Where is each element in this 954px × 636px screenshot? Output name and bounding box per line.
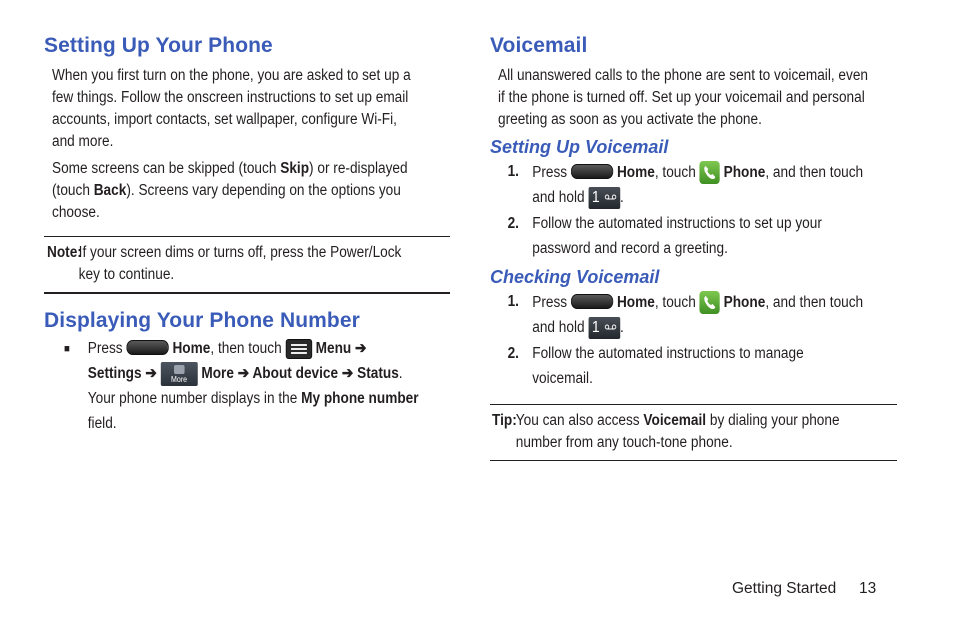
- home-key-icon: [571, 294, 613, 309]
- step-line: password and record a greeting.: [532, 240, 728, 257]
- tip-line: You can also access Voicemail by dialing your phone: [515, 412, 840, 429]
- step-line: Press Home, touch Phone, and then touch: [532, 160, 863, 185]
- heading-checking-voicemail: Checking Voicemail: [490, 267, 660, 287]
- more-apps-icon: More: [161, 362, 198, 386]
- text-line: few things. Follow the onscreen instructions to set up email: [52, 89, 409, 106]
- step-line: field.: [87, 415, 117, 432]
- voicemail-key-icon: 1: [588, 187, 620, 209]
- note-line: If your screen dims or turns off, press the Power/Lock: [78, 244, 402, 261]
- phone-app-icon: [700, 291, 720, 314]
- step-line: Press Home, touch Phone, and then touch: [532, 290, 863, 315]
- step-line: Follow the automated instructions to manage: [532, 345, 804, 362]
- tip-bottom-rule: [490, 460, 897, 461]
- tip-label: Tip:: [492, 412, 517, 429]
- text-line: if the phone is turned off. Set up your voicemail and personal: [498, 89, 865, 106]
- heading-voicemail: Voicemail: [490, 34, 588, 57]
- home-key-icon: [571, 164, 613, 179]
- heading-displaying-phone-number: Displaying Your Phone Number: [44, 309, 360, 332]
- text-line: accounts, import contacts, set wallpaper, configure Wi-Fi,: [52, 111, 397, 128]
- setup-paragraph-2: [52, 158, 408, 224]
- step-number: 2.: [507, 215, 519, 232]
- step-number: 2.: [507, 345, 519, 362]
- text-line: choose.: [52, 204, 100, 221]
- menu-key-icon: [285, 339, 311, 359]
- voicemail-key-icon: 1: [588, 317, 620, 339]
- phone-app-icon: [700, 161, 720, 184]
- heading-setting-up-voicemail: Setting Up Voicemail: [490, 137, 669, 157]
- home-key-icon: [126, 340, 168, 355]
- step-number: 1.: [507, 293, 519, 310]
- step-line: Follow the automated instructions to set up your: [532, 215, 822, 232]
- text-line: When you first turn on the phone, you are asked to set up a: [52, 67, 411, 84]
- voicemail-paragraph: [498, 65, 868, 131]
- step-line: and hold 1 .: [532, 185, 863, 210]
- setup-paragraph-1: [52, 65, 411, 153]
- step-number: 1.: [507, 163, 519, 180]
- step-line: Press Home, then touch Menu ➔: [87, 340, 367, 357]
- note-label: Note:: [47, 244, 82, 261]
- note-bottom-rule: [44, 292, 450, 294]
- text-line: All unanswered calls to the phone are sent to voicemail, even: [498, 67, 869, 84]
- heading-setting-up-phone: Setting Up Your Phone: [44, 34, 273, 57]
- tip-line: number from any touch-tone phone.: [515, 434, 733, 451]
- text-line: and more.: [52, 133, 114, 150]
- tip-top-rule: [490, 404, 897, 405]
- step-line: Your phone number displays in the My phone number: [87, 390, 419, 407]
- step-line: and hold 1 .: [532, 315, 863, 340]
- text-line: Some screens can be skipped (touch Skip) or re-displayed: [52, 160, 408, 177]
- note-line: key to continue.: [78, 266, 175, 283]
- text-line: (touch Back). Screens vary depending on the options you: [52, 182, 401, 199]
- text-line: greeting as soon as you activate the phone.: [498, 111, 762, 128]
- note-top-rule: [44, 236, 450, 237]
- footer-section-name: Getting Started: [732, 580, 837, 597]
- step-line: Settings ➔ More More ➔ About device ➔ Status.: [88, 361, 419, 386]
- bullet: ■: [64, 343, 70, 355]
- step-line: voicemail.: [532, 370, 593, 387]
- page-number: 13: [859, 580, 877, 597]
